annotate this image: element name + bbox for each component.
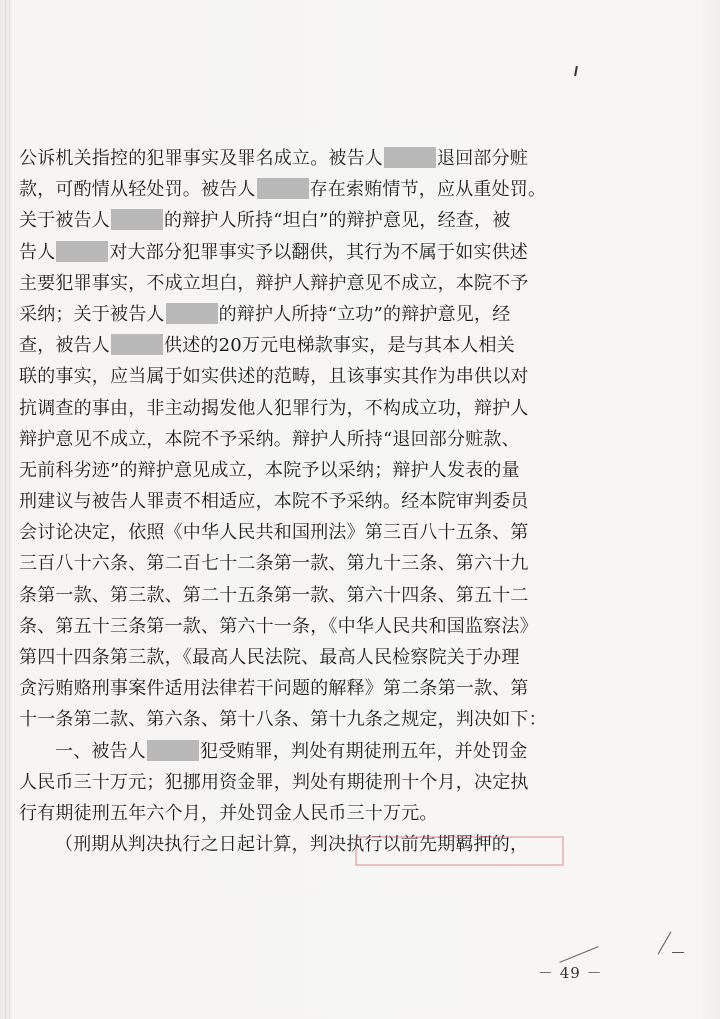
text-line [19, 611, 559, 642]
text-line [19, 361, 559, 392]
text-line [19, 143, 559, 174]
text-line [19, 268, 559, 299]
redacted-name-block [257, 178, 309, 199]
text-line [19, 424, 559, 455]
text-line [19, 174, 559, 205]
text-segment: 会讨论决定，依照《中华人民共和国刑法》第三百八十五条、第 [19, 522, 529, 544]
text-line [19, 299, 559, 330]
text-segment: 行有期徒刑五年六个月，并处罚金人民币三十万元。 [19, 802, 438, 824]
text-segment: 抗调查的事由，非主动揭发他人犯罪行为，不构成立功，辩护人 [19, 397, 529, 419]
text-line [19, 517, 559, 548]
faded-seal-stamp [355, 836, 564, 866]
text-segment: 告人 [19, 241, 56, 263]
text-line [19, 642, 559, 673]
text-segment: 关于被告人 [19, 210, 110, 232]
redacted-name-block [166, 303, 218, 324]
text-segment: （刑期从判决执行之日起计算，判决执行以前先期羁押的， [55, 834, 529, 856]
text-line [19, 736, 559, 767]
page-edge-shadow-inner [9, 0, 10, 1019]
text-line [19, 767, 559, 798]
text-segment: 犯受贿罪，判处有期徒刑五年，并处罚金 [200, 740, 528, 762]
text-line [19, 673, 559, 704]
redacted-name-block [56, 241, 108, 262]
text-segment: 贪污贿赂刑事案件适用法律若干问题的解释》第二条第一款、第 [19, 678, 529, 700]
text-segment: 十一条第二款、第六条、第十八条、第十九条之规定，判决如下： [19, 709, 547, 731]
text-segment: 的辩护人所持“立功”的辩护意见，经 [218, 303, 511, 325]
text-segment: 采纳；关于被告人 [19, 303, 165, 325]
text-line [19, 704, 559, 735]
text-segment: 主要犯罪事实，不成立坦白，辩护人辩护意见不成立，本院不予 [19, 272, 529, 294]
page-number: － 49 － [538, 964, 603, 982]
redacted-name-block [147, 740, 199, 761]
ink-mark [574, 66, 578, 76]
text-segment: 人民币三十万元；犯挪用资金罪，判处有期徒刑十个月，决定执 [19, 771, 529, 793]
text-line [19, 798, 559, 829]
pen-stroke-mark [559, 946, 598, 963]
text-segment: 条、第五十三条第一款、第六十一条，《中华人民共和国监察法》 [19, 615, 538, 637]
text-segment: 一、被告人 [55, 740, 146, 762]
text-line [19, 330, 559, 361]
text-line [19, 455, 559, 486]
text-segment: 查，被告人 [19, 335, 110, 357]
text-line [19, 205, 559, 236]
text-segment: 辩护意见不成立，本院不予采纳。辩护人所持“退回部分赃款、 [19, 428, 520, 450]
text-segment: 供述的20万元电梯款事实，是与其本人相关 [164, 335, 515, 357]
text-segment: 的辩护人所持“坦白”的辩护意见，经查，被 [164, 210, 511, 232]
text-segment: 三百八十六条、第二百七十二条第一款、第九十三条、第六十九 [19, 553, 529, 575]
text-segment: 第四十四条第三款，《最高人民法院、最高人民检察院关于办理 [19, 647, 520, 668]
text-segment: 退回部分赃 [437, 148, 528, 169]
judgment-body-text [19, 143, 559, 860]
text-segment: 公诉机关指控的犯罪事实及罪名成立。被告人 [19, 148, 383, 169]
text-segment: 刑建议与被告人罪责不相适应，本院不予采纳。经本院审判委员 [19, 491, 529, 513]
redacted-name-block [111, 209, 163, 230]
page-edge-shadow [5, 0, 6, 1019]
text-line [19, 393, 559, 424]
text-segment: 存在索贿情节，应从重处罚。 [309, 179, 547, 201]
redacted-name-block [111, 334, 163, 355]
text-segment: 对大部分犯罪事实予以翻供，其行为不属于如实供述 [109, 241, 529, 263]
text-segment: 条第一款、第三款、第二十五条第一款、第六十四条、第五十二 [19, 584, 529, 606]
text-line [19, 548, 559, 579]
redacted-name-block [384, 147, 436, 168]
text-segment: 款，可酌情从轻处罚。被告人 [19, 179, 256, 201]
text-line [19, 486, 559, 517]
text-segment: 联的事实，应当属于如实供述的范畴，且该事实其作为串供以对 [19, 366, 529, 388]
text-line [19, 580, 559, 611]
slash-mark [658, 931, 672, 954]
text-line [19, 237, 559, 268]
dash-mark [672, 952, 684, 953]
text-segment: 无前科劣迹”的辩护意见成立，本院予以采纳；辩护人发表的量 [19, 459, 520, 481]
